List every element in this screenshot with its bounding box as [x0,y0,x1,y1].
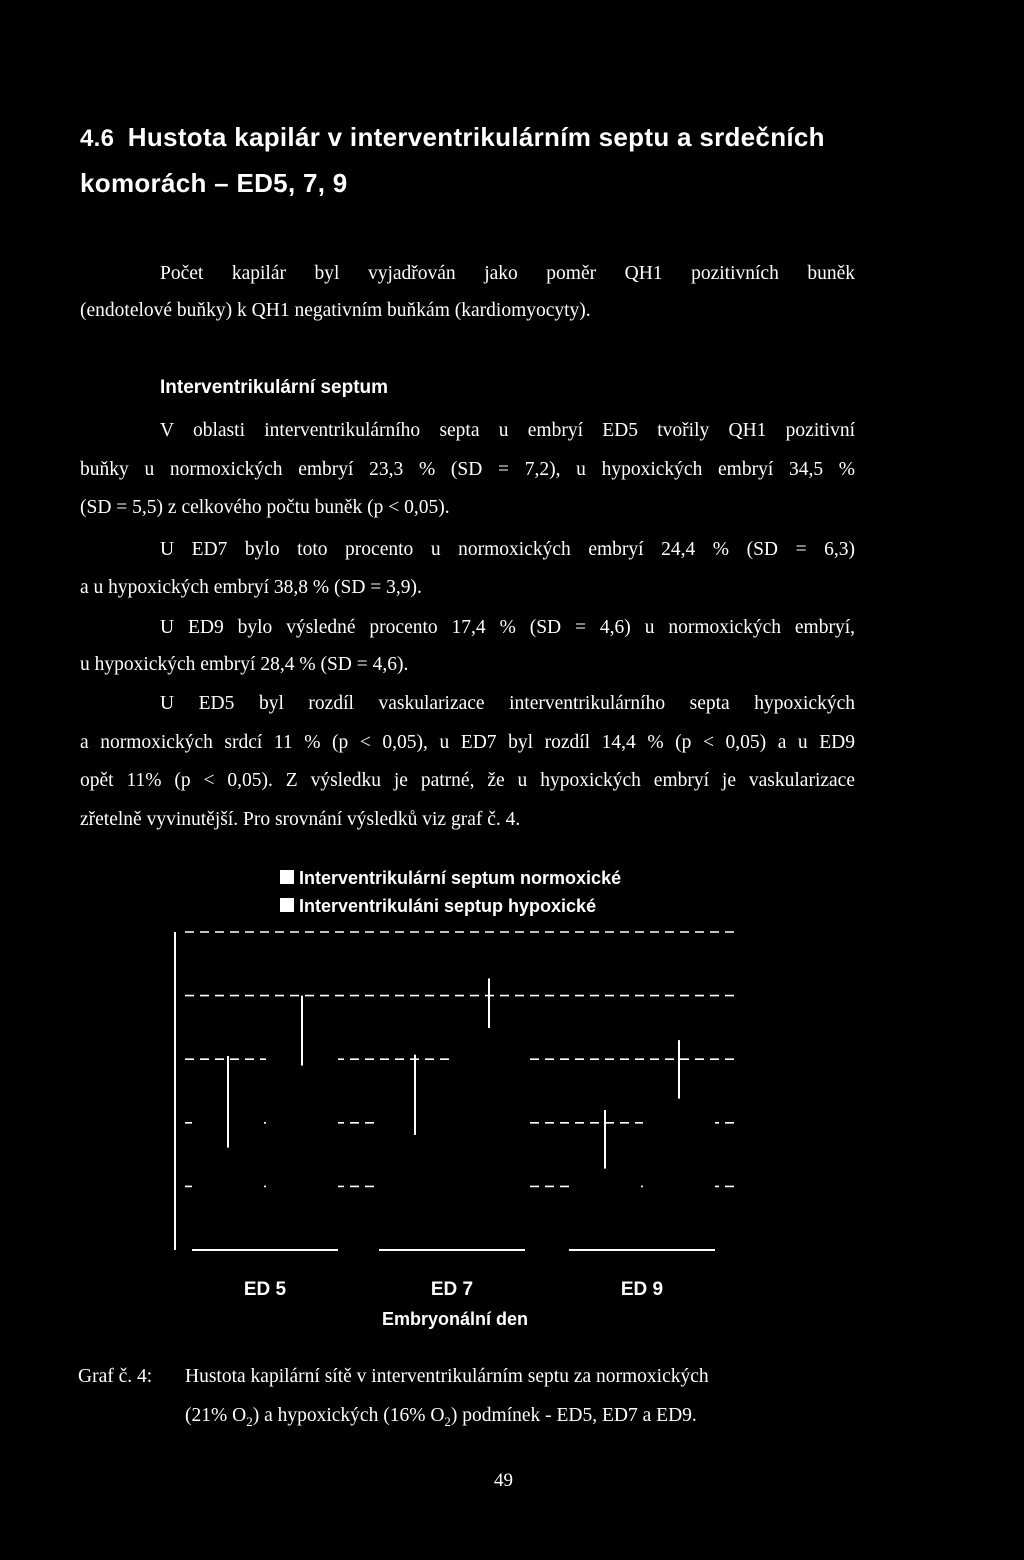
caption-line2-c: ) podmínek - ED5, ED7 a ED9. [450,1405,697,1426]
section-title-line2: komorách – ED5, 7, 9 [80,168,348,198]
section-number: 4.6 [80,125,115,152]
caption-line2-b: ) a hypoxických (16% O [252,1405,445,1426]
para-line-10: opět 11% (p < 0,05). Z výsledku je patrné, že u hypoxických embryí je vaskularizace [80,770,855,791]
chart-bars [192,978,715,1250]
chart-labels [244,1279,663,1329]
para-line-4: U ED7 bylo toto procento u normoxických embryí 24,4 % (SD = 6,3) [160,539,855,560]
subheading: Interventrikulární septum [160,377,389,398]
para-line-2: buňky u normoxických embryí 23,3 % (SD = 7,2), u hypoxických embryí 34,5 % [80,459,855,480]
x-axis-label: Embryonální den [381,1309,529,1329]
para-line-1: V oblasti interventrikulárního septa u embryí ED5 tvořily QH1 pozitivní [160,420,855,441]
para-line-8: U ED5 byl rozdíl vaskularizace interventrikulárního septa hypoxických [160,693,855,714]
para-line-11: zřetelně vyvinutější. Pro srovnání výsledků viz graf č. 4. [80,809,521,830]
legend-label-1: Interventrikulární septum normoxické [299,868,622,888]
legend-label-2: Interventrikuláni septup hypoxické [299,896,597,916]
caption-label: Graf č. 4: [78,1366,153,1387]
para-line-9: a normoxických srdcí 11 % (p < 0,05), u ED7 byl rozdíl 14,4 % (p < 0,05) a u ED9 [80,732,855,753]
caption-sub1: 2 [246,1413,253,1429]
bar-ED7-2 [453,1003,525,1250]
para-line-6: U ED9 bylo výsledné procento 17,4 % (SD = 4,6) u normoxických embryí, [160,617,855,638]
intro-line1: Počet kapilár byl vyjadřován jako poměr QH1 pozitivních buněk [160,263,855,284]
x-tick-label-ED5: ED 5 [243,1279,287,1300]
section-title-line1: Hustota kapilár v interventrikulárním septu a srdečních [127,122,825,152]
para-line-3: (SD = 5,5) z celkového počtu buněk (p < 0,05). [80,497,450,518]
legend-swatch-1 [280,870,294,884]
caption-sub2: 2 [444,1413,451,1429]
caption-line2 [185,1405,697,1430]
caption-line1: Hustota kapilární sítě v interventrikulárním septu za normoxických [185,1366,709,1387]
para-line-5: a u hypoxických embryí 38,8 % (SD = 3,9). [80,577,422,598]
chart-legend [280,868,621,916]
x-tick-label-ED9: ED 9 [620,1279,664,1300]
legend-swatch-2 [280,898,294,912]
intro-line2: (endotelové buňky) k QH1 negativním buňkám (kardiomyocyty). [80,300,591,321]
para-line-7: u hypoxických embryí 28,4 % (SD = 4,6). [80,654,409,675]
caption-line2-a: (21% O [185,1405,247,1426]
x-tick-label-ED7: ED 7 [430,1279,474,1300]
page-number: 49 [494,1470,513,1491]
